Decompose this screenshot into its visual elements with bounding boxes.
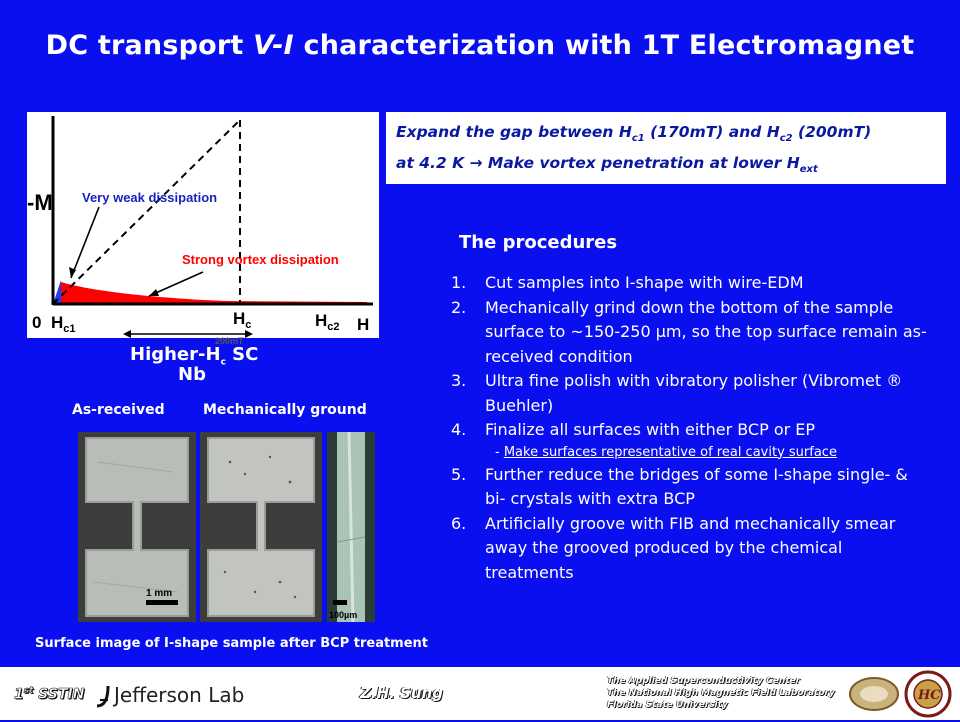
- slide-title: DC transport V-I characterization with 1T Electromagnet: [45, 30, 915, 61]
- higher-hc-sc-label: Higher-$H_c$ SC: [130, 344, 259, 368]
- conference-label: 1st SSTIN: [14, 686, 85, 703]
- procedures-heading: The procedures: [459, 232, 618, 253]
- list-item: 6. Artificially groove with FIB and mechanically smear away the grooved produced by the chemical treatments: [451, 513, 896, 582]
- asc-logo-icon: [846, 670, 956, 722]
- range-arrow-right-head: [245, 330, 253, 338]
- jefferson-lab-logo: Jefferson Lab: [114, 683, 245, 707]
- magnetization-chart: [27, 112, 379, 346]
- mechanically-ground-label: Mechanically ground: [203, 402, 367, 418]
- list-item: 3. Ultra fine polish with vibratory polisher (Vibromet ® Buehler): [451, 371, 903, 415]
- jefferson-lab-logo-icon: [94, 684, 112, 712]
- image-caption: Surface image of I-shape sample after BCP treatment: [35, 636, 429, 651]
- scale-bar-100um: [333, 600, 347, 605]
- range-arrow-left-head: [123, 330, 131, 338]
- list-item: 5. Further reduce the bridges of some I-shape single- & bi- crystals with extra BCP: [451, 464, 908, 508]
- magnetization-diagram: [27, 112, 379, 346]
- list-item: 1. Cut samples into I-shape with wire-EDM: [451, 273, 804, 292]
- nb-label: Nb: [178, 364, 206, 385]
- list-item: 4. Finalize all surfaces with either BCP or EP: [451, 420, 816, 439]
- hc1-label: $H_{c1}$: [51, 313, 76, 335]
- strong-pointer-head: [149, 289, 159, 296]
- h-axis-label: H: [357, 315, 370, 334]
- strong-dissipation-label: Strong vortex dissipation: [182, 252, 339, 267]
- scale-bar-1mm: [146, 600, 178, 605]
- chart-ylabel: -M: [27, 190, 53, 215]
- scale-label-1mm: 1 mm: [146, 588, 173, 599]
- author-name: Z.H. Sung: [360, 684, 443, 702]
- list-sub-note: - Make surfaces representative of real cavity surface: [495, 444, 837, 460]
- callout-line-1: Expand the gap between $H_{c1}$ (170mT) and $H_{c2}$ (200mT): [396, 123, 872, 145]
- callout-line-2: at 4.2 K → Make vortex penetration at lower $H_{ext}$: [396, 154, 818, 176]
- weak-pointer-line: [71, 207, 99, 278]
- strong-dissipation-area: [61, 282, 367, 304]
- as-received-sample-photo: [78, 432, 196, 622]
- origin-label: 0: [32, 313, 42, 332]
- hc-label: $H_c$: [233, 309, 252, 331]
- as-received-label: As-received: [72, 402, 165, 418]
- svg-text:HC: HC: [918, 688, 941, 703]
- range-arrow-label: 200mT: [215, 336, 244, 346]
- weak-dissipation-label: Very weak dissipation: [82, 190, 218, 205]
- mechanically-ground-sample-photo: [200, 432, 322, 622]
- scale-label-100um: 100µm: [329, 610, 358, 620]
- meissner-line: [53, 120, 240, 304]
- bridge-closeup-photo: [327, 432, 375, 622]
- hc2-label: $H_{c2}$: [315, 311, 340, 333]
- callout-box: [386, 112, 946, 184]
- list-item: 2. Mechanically grind down the bottom of the sample surface to ~150-250 µm, so the top surface remain as-received condition: [451, 297, 927, 366]
- procedures-list: [451, 271, 931, 585]
- institution-lines: The Applied Superconductivity Center The National High Magnetic Field Laboratory Florida State University: [607, 676, 835, 710]
